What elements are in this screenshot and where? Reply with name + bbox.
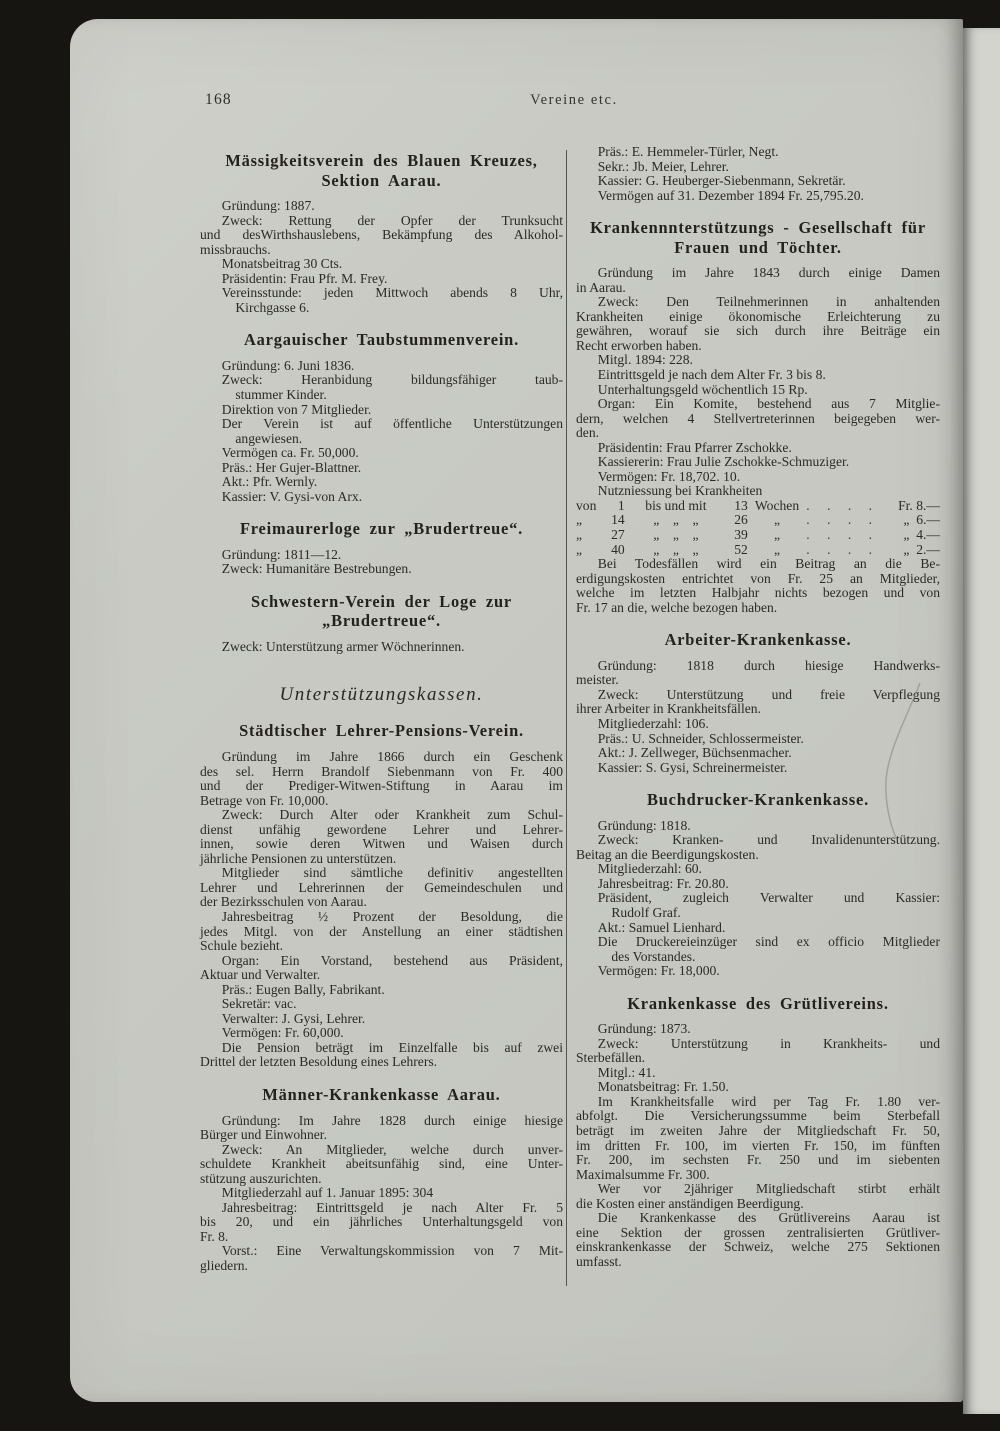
text-line: die Kosten einer anständigen Beerdigung. [576, 1195, 804, 1211]
section-heading [576, 994, 940, 1014]
paragraph [576, 189, 940, 204]
paragraph [200, 910, 563, 954]
rate-cell-c1: „ [576, 512, 583, 528]
text-line: Vermögen: Fr. 18,702. 10. [597, 468, 741, 484]
text-line: Zweck: Unterstützung armer Wöchnerinnen. [221, 638, 465, 654]
text-line: dern, welchen 4 Stellvertreterinnen beigegeben wer- [576, 410, 940, 426]
text-line: im dritten Fr. 100, im vierten Fr. 150, im fünften [576, 1137, 940, 1153]
text-line: Unterstützungskassen. [279, 684, 484, 706]
text-line: Gründung im Jahre 1866 durch ein Geschenk [221, 748, 563, 764]
text-line: Organ: Ein Komite, bestehend aus 7 Mitglie- [597, 396, 940, 412]
page-number: 168 [205, 91, 232, 108]
paragraph [576, 891, 940, 920]
paragraph [200, 750, 563, 808]
text-line: Präs.: E. Hemmeler-Türler, Negt. [597, 144, 779, 159]
text-line: Mitglieder sind sämtliche definitiv angestellten [221, 865, 563, 881]
text-line: Schwestern-Verein der Loge zur [250, 591, 513, 611]
rate-cell-c2: 40 [611, 541, 625, 557]
rate-cell-dots: . . . . [806, 527, 880, 543]
text-line: Drittel der letzten Besoldung eines Lehrers. [200, 1054, 438, 1070]
group-heading [200, 684, 563, 706]
rate-cell-dots: . . . . [806, 512, 880, 528]
paragraph [200, 199, 563, 214]
paragraph [576, 935, 940, 964]
paragraph [200, 866, 563, 910]
text-line: Zweck: Durch Alter oder Krankheit zum Schul- [221, 807, 563, 823]
rate-cell-dots: . . . . [806, 497, 880, 513]
text-line: Krankenkasse des Grütlivereins. [627, 993, 889, 1013]
paragraph [576, 1022, 940, 1037]
paragraph [200, 1186, 563, 1201]
text-line: Mässigkeitsverein des Blauen Kreuzes, [225, 151, 538, 170]
rate-cell-c1: von [576, 497, 597, 513]
left-column [200, 145, 563, 1274]
rate-cell-c3: „ „ „ [653, 527, 699, 543]
text-line: gewähren, worauf sie sich durch ihre Beiträge ein [576, 323, 940, 339]
text-line: Mitgl.: 41. [597, 1064, 656, 1080]
paragraph [200, 1244, 563, 1273]
paragraph [200, 272, 563, 287]
paragraph [200, 1012, 563, 1027]
text-line: Beitag an die Beerdigungskosten. [576, 846, 759, 862]
paragraph [200, 548, 563, 563]
text-line: Vermögen: Fr. 18,000. [597, 963, 720, 979]
rate-cell-c2: 1 [617, 497, 625, 513]
rate-cell-c5: „ [774, 527, 781, 543]
text-line: Recht erworben haben. [576, 337, 702, 353]
text-line: Sterbefällen. [576, 1050, 646, 1066]
section-heading [200, 330, 563, 350]
text-line: Aktuar und Verwalter. [200, 967, 321, 983]
rate-cell-val: „ 6.— [903, 512, 940, 528]
text-line: Wer vor 2jähriger Mitgliedschaft stirbt erhält [597, 1181, 940, 1197]
rate-cell-c3: „ „ „ [653, 541, 699, 557]
paragraph [200, 490, 563, 505]
text-line: Mitgliederzahl: 60. [597, 861, 702, 877]
text-line: Lehrer und Lehrerinnen der Gemeindeschulen und [200, 879, 563, 895]
paragraph [576, 266, 940, 295]
paragraph [200, 808, 563, 866]
paragraph [576, 455, 940, 470]
rate-cell-c4: 26 [734, 512, 748, 528]
text-line: Die Druckereieinzüger sind ex officio Mitglieder [597, 934, 940, 950]
text-line: Kirchgasse 6. [235, 299, 310, 315]
text-line: Frauen und Töchter. [674, 237, 842, 257]
text-line: Zweck: Humanitäre Bestrebungen. [221, 561, 412, 577]
text-line: Bei Todesfällen wird ein Beitrag an die Be- [597, 556, 940, 572]
text-line: jährliche Pensionen zu unterstützen. [200, 850, 397, 866]
book-page [70, 19, 963, 1402]
text-line: Eintrittsgeld je nach dem Alter Fr. 3 bis 8. [597, 367, 826, 383]
text-line: Zweck: Unterstützung und freie Verpflegung [597, 686, 940, 702]
text-line: Zweck: Heranbidung bildungsfähiger taub- [221, 372, 563, 388]
rate-cell-c4: 13 [734, 497, 748, 513]
paragraph [200, 983, 563, 998]
paragraph [576, 1211, 940, 1269]
paragraph [576, 441, 940, 456]
text-line: Kassier: S. Gysi, Schreinermeister. [597, 759, 788, 775]
text-line: schuldete Krankheit abeitsunfähig sind, eine Unter- [200, 1156, 563, 1172]
text-line: stummer Kinder. [235, 386, 327, 402]
paragraph [576, 174, 940, 189]
text-line: Rudolf Graf. [611, 904, 681, 920]
rate-cell-c1: „ [576, 541, 583, 557]
text-line: Jahresbeitrag: Fr. 20.80. [597, 875, 729, 891]
rate-cell-val: „ 4.— [903, 527, 940, 543]
rate-cell-c1: „ [576, 527, 583, 543]
rate-cell-c5: „ [774, 512, 781, 528]
text-line: Sektion Aarau. [321, 170, 442, 190]
paragraph [576, 353, 940, 368]
text-line: Präs.: U. Schneider, Schlossermeister. [597, 730, 804, 746]
text-line: Im Krankheitsfalle wird per Tag Fr. 1.80 ver- [597, 1093, 940, 1109]
text-line: Direktion von 7 Mitglieder. [221, 401, 372, 417]
section-heading [576, 630, 940, 650]
text-line: dienst unfähig gewordene Lehrer und Lehrer- [200, 821, 563, 837]
text-line: eine Sektion der grossen zentralisierten Grütliver- [576, 1224, 940, 1240]
paragraph [576, 964, 940, 979]
text-line: stützung auszurichten. [200, 1170, 322, 1186]
text-line: abfolgt. Die Versicherungssumme beim Sterbefall [576, 1108, 940, 1124]
paragraph [576, 397, 940, 441]
text-line: Bürger und Einwohner. [200, 1127, 327, 1143]
text-line: missbrauchs. [200, 241, 271, 257]
section-heading [576, 218, 940, 257]
paragraph [200, 373, 563, 402]
paragraph [200, 461, 563, 476]
text-line: Vorst.: Eine Verwaltungskommission von 7 Mit- [221, 1243, 563, 1259]
paragraph [576, 470, 940, 485]
rate-cell-c5: Wochen [754, 497, 800, 513]
text-line: Krankheiten einige ökonomische Erleichterung zu [576, 308, 940, 324]
text-line: Gründung: 1887. [221, 198, 315, 213]
paragraph [576, 368, 940, 383]
text-line: Akt.: J. Zellweger, Büchsenmacher. [597, 745, 792, 761]
rate-cell-val: „ 2.— [903, 541, 940, 557]
paragraph [200, 214, 563, 258]
paragraph [576, 484, 940, 499]
text-line: der Bezirksschulen von Aarau. [200, 894, 367, 910]
text-line: Krankennnterstützungs - Gesellschaft für [590, 218, 926, 238]
rate-row [576, 528, 940, 543]
text-line: und der Prediger-Witwen-Stiftung in Aarau im [200, 778, 563, 794]
paragraph [200, 1143, 563, 1187]
text-line: Gründung: 1873. [597, 1021, 691, 1037]
text-line: ihrer Arbeiter in Krankheitsfällen. [576, 701, 761, 717]
text-line: Zweck: Den Teilnehmerinnen in anhaltenden [597, 294, 940, 310]
rate-cell-c2: 27 [611, 527, 625, 543]
rate-row [576, 513, 940, 528]
text-line: Städtischer Lehrer-Pensions-Verein. [239, 721, 524, 741]
text-line: Monatsbeitrag: Fr. 1.50. [597, 1079, 729, 1095]
section-heading [200, 721, 563, 741]
text-line: Die Krankenkasse des Grütlivereins Aarau ist [597, 1210, 940, 1226]
text-line: Präs.: Her Gujer-Blattner. [221, 459, 362, 475]
paragraph [200, 954, 563, 983]
paragraph [200, 446, 563, 461]
text-line: Sekr.: Jb. Meier, Lehrer. [597, 158, 729, 174]
text-line: Zweck: Rettung der Opfer der Trunksucht [221, 212, 563, 228]
rate-cell-c4: 39 [734, 527, 748, 543]
text-line: Zweck: An Mitglieder, welche durch unver- [221, 1141, 563, 1157]
pen-mark [876, 679, 926, 844]
paragraph [576, 1080, 940, 1095]
text-line: jedes Mitgl. von der Anstellung an einer städtishen [200, 923, 563, 939]
text-line: Mitgliederzahl: 106. [597, 716, 709, 731]
text-line: Vermögen: Fr. 60,000. [221, 1025, 344, 1041]
section-heading [200, 592, 563, 631]
text-line: Fr. 8. [200, 1228, 229, 1244]
text-line: Präsident, zugleich Verwalter und Kassier: [597, 890, 940, 906]
paragraph [200, 359, 563, 374]
text-line: Zweck: Kranken- und Invalidenunterstützung. [597, 832, 940, 848]
text-line: Jahresbeitrag: Eintrittsgeld je nach Alter Fr. 5 [221, 1199, 563, 1215]
text-line: Fr. 17 an die, welche bezogen haben. [576, 599, 778, 615]
paragraph [576, 383, 940, 398]
text-line: meister. [576, 672, 619, 688]
text-line: Aargauischer Taubstummenverein. [244, 330, 519, 350]
paragraph [200, 475, 563, 490]
column-divider [566, 150, 567, 1286]
text-line: Der Verein ist auf öffentliche Unterstützungen [221, 416, 563, 432]
text-line: Buchdrucker-Krankenkasse. [646, 790, 870, 810]
text-line: in Aarau. [576, 279, 626, 295]
paragraph [576, 295, 940, 353]
paragraph [200, 997, 563, 1012]
text-line: Mitgliederzahl auf 1. Januar 1895: 304 [221, 1185, 434, 1201]
text-line: und desWirthshauslebens, Bekämpfung des Alkohol- [200, 227, 563, 243]
rate-cell-c4: 52 [734, 541, 748, 557]
paragraph [200, 286, 563, 315]
paragraph [200, 417, 563, 446]
paragraph [200, 1201, 563, 1245]
text-line: Akt.: Pfr. Wernly. [221, 474, 318, 490]
text-line: angewiesen. [235, 430, 303, 446]
section-heading [200, 519, 563, 539]
text-line: Unterhaltungsgeld wöchentlich 15 Rp. [597, 381, 808, 397]
text-line: Die Pension beträgt im Einzelfalle bis auf zwei [221, 1039, 563, 1055]
text-line: Maximalsumme Fr. 300. [576, 1166, 710, 1182]
text-line: Gründung im Jahre 1843 durch einige Damen [597, 265, 940, 281]
text-line: Gründung: 1811—12. [221, 546, 342, 562]
rate-cell-c2: 14 [611, 512, 625, 528]
paragraph [200, 640, 563, 655]
text-line: Akt.: Samuel Lienhard. [597, 919, 726, 935]
paragraph [576, 557, 940, 615]
text-line: einskrankenkasse der Schweiz, welche 275 Sektionen [576, 1239, 940, 1255]
text-line: beträgt im zweiten Jahre der Mitgliedschaft Fr. 50, [576, 1123, 940, 1139]
text-line: Kassier: G. Heuberger-Siebenmann, Sekretär. [597, 173, 846, 189]
section-heading [200, 151, 563, 190]
text-line: Kassier: V. Gysi-von Arx. [221, 488, 363, 504]
text-line: gliedern. [200, 1257, 248, 1273]
paragraph [576, 862, 940, 877]
paragraph [576, 1182, 940, 1211]
text-line: bis 20, und ein jährliches Unterhaltungsgeld von [200, 1214, 563, 1230]
text-line: den. [576, 425, 600, 441]
text-line: Männer-Krankenkasse Aarau. [262, 1085, 501, 1105]
paragraph [576, 1095, 940, 1182]
paragraph [576, 921, 940, 936]
text-line: Nutzniessung bei Krankheiten [597, 483, 763, 499]
paragraph [576, 160, 940, 175]
text-line: Vermögen auf 31. Dezember 1894 Fr. 25,795.20. [597, 187, 864, 203]
text-line: Gründung: 1818 durch hiesige Handwerks- [597, 657, 940, 673]
rate-row [576, 543, 940, 558]
rate-cell-val: Fr. 8.— [898, 497, 940, 513]
text-line: Schule bezieht. [200, 938, 284, 954]
paragraph [576, 1037, 940, 1066]
paragraph [200, 562, 563, 577]
text-line: Betrage von Fr. 10,000. [200, 792, 329, 808]
text-line: Kassiererin: Frau Julie Zschokke-Schmuziger. [597, 454, 850, 470]
text-line: „Brudertreue“. [322, 611, 441, 631]
text-line: Gründung: Im Jahre 1828 durch einige hiesige [221, 1112, 563, 1128]
rate-cell-c5: „ [774, 541, 781, 557]
text-line: Mitgl. 1894: 228. [597, 352, 693, 368]
text-line: innen, sowie deren Witwen und Waisen durch [200, 836, 563, 852]
text-line: des Vorstandes. [611, 948, 696, 964]
text-line: Monatsbeitrag 30 Cts. [221, 256, 343, 272]
text-line: welche im letzten Halbjahr nichts bezogen und von [576, 585, 940, 601]
text-line: Verwalter: J. Gysi, Lehrer. [221, 1010, 366, 1026]
paragraph [200, 403, 563, 418]
text-line: Präsidentin: Frau Pfarrer Zschokke. [597, 439, 792, 455]
text-line: Freimaurerloge zur „Brudertreue“. [239, 519, 524, 539]
rate-cell-dots: . . . . [806, 541, 880, 557]
text-line: Fr. 200, im sechsten Fr. 250 und im siebenten [576, 1152, 940, 1168]
rate-row [576, 499, 940, 514]
text-line: des sel. Herrn Brandolf Siebenmann von Fr. 400 [200, 763, 563, 779]
text-line: erdigungskosten entrichtet von Fr. 25 an Mitglieder, [576, 570, 940, 586]
text-line: Sekretär: vac. [221, 996, 297, 1012]
text-line: Gründung: 1818. [597, 817, 691, 833]
running-header: Vereine etc. [530, 92, 618, 108]
text-line: Arbeiter-Krankenkasse. [664, 630, 852, 650]
text-line: Vereinsstunde: jeden Mittwoch abends 8 Uhr, [221, 285, 563, 301]
text-line: Präsidentin: Frau Pfr. M. Frey. [221, 270, 388, 286]
paragraph [576, 1066, 940, 1081]
text-line: Gründung: 6. Juni 1836. [221, 357, 355, 373]
text-line: Organ: Ein Vorstand, bestehend aus Präsident, [221, 952, 563, 968]
next-page-edge [963, 28, 1000, 1414]
text-line: Zweck: Unterstützung in Krankheits- und [597, 1035, 940, 1051]
paragraph [200, 1041, 563, 1070]
paragraph [200, 257, 563, 272]
text-line: umfasst. [576, 1253, 622, 1269]
text-line: Jahresbeitrag ½ Prozent der Besoldung, die [221, 909, 563, 924]
paragraph [200, 1026, 563, 1041]
rate-cell-c3: bis und mit [645, 497, 707, 513]
text-line: Vermögen ca. Fr. 50,000. [221, 445, 359, 461]
section-heading [200, 1085, 563, 1105]
paragraph [200, 1114, 563, 1143]
rate-cell-c3: „ „ „ [653, 512, 699, 528]
paragraph [576, 877, 940, 892]
paragraph [576, 145, 940, 160]
text-line: Präs.: Eugen Bally, Fabrikant. [221, 981, 385, 997]
